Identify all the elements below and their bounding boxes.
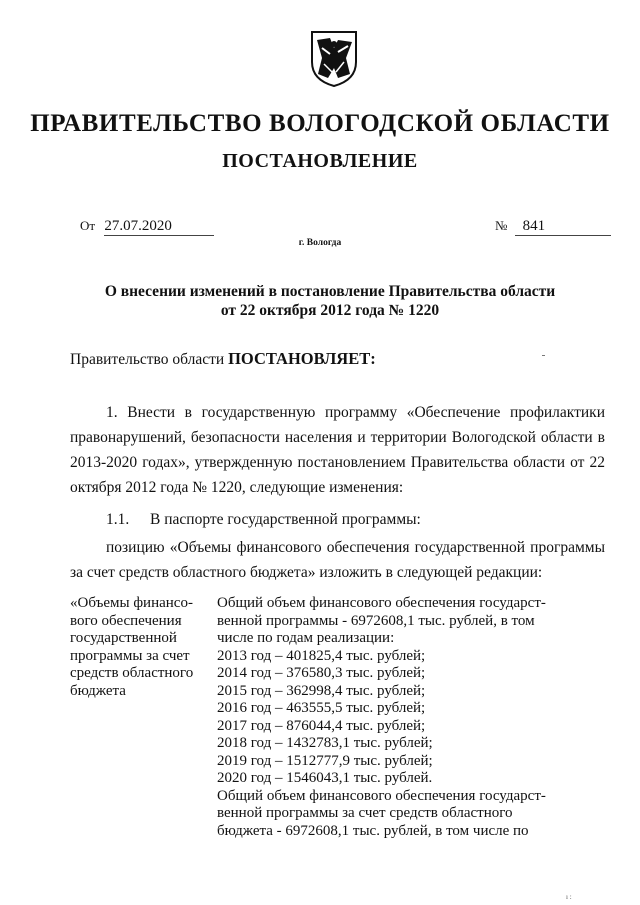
date-value: 27.07.2020 (104, 218, 214, 236)
document-heading (60, 282, 600, 320)
date-prefix: От (80, 218, 96, 233)
table-right-column (217, 595, 592, 840)
left-line: «Объемы финансо- (70, 595, 193, 611)
table-left-column (70, 595, 210, 700)
number-prefix: № (495, 218, 508, 233)
right-line: бюджета - 6972608,1 тыс. рублей, в том числе по (217, 822, 529, 839)
left-line: вого обеспечения (70, 612, 182, 629)
date-field (80, 218, 214, 236)
government-title: ПРАВИТЕЛЬСТВО ВОЛОГОДСКОЙ ОБЛАСТИ (30, 110, 610, 137)
right-line: 2017 год – 876044,4 тыс. рублей; (217, 717, 426, 734)
clause-1-text: 1. Внести в государственную программу «Обеспечение профилактики правонарушений, безопасности населения и территории Вологодской области в 2013-2020 годах», утвержденную постановлением Правительства области от 22 октября 2012 года № 1220, следующие изменения: (70, 404, 605, 496)
coat-of-arms-icon (308, 28, 360, 88)
scan-dot (542, 355, 545, 356)
clause-1-1 (106, 511, 421, 529)
city-label: г. Вологда (298, 238, 342, 248)
right-line: Общий объем финансового обеспечения государст- (217, 787, 546, 804)
number-field (495, 218, 611, 236)
right-line: числе по годам реализации: (217, 630, 395, 646)
right-line: 2015 год – 362998,4 тыс. рублей; (217, 682, 426, 699)
preamble (70, 349, 376, 369)
right-line: венной программы - 6972608,1 тыс. рублей, в том (217, 612, 535, 629)
right-line: 2019 год – 1512777,9 тыс. рублей; (217, 752, 433, 769)
right-line: Общий объем финансового обеспечения государст- (217, 595, 546, 611)
left-line: программы за счет (70, 647, 190, 664)
clause-1 (70, 400, 605, 500)
right-line: венной программы за счет средств областного (217, 805, 513, 821)
right-line: 2018 год – 1432783,1 тыс. рублей; (217, 735, 433, 751)
clause-position-text: позицию «Объемы финансового обеспечения государственной программы за счет средств областного бюджета» изложить в следующей редакции: (70, 539, 605, 581)
heading-line-1: О внесении изменений в постановление Правительства области (104, 283, 556, 300)
clause-position (70, 535, 605, 585)
clause-1-1-number: 1.1. (106, 511, 130, 528)
right-line: 2014 год – 376580,3 тыс. рублей; (217, 665, 426, 681)
preamble-emphasis: ПОСТАНОВЛЯЕТ: (228, 349, 376, 368)
number-value: 841 (515, 218, 611, 236)
right-line: 2016 год – 463555,5 тыс. рублей; (217, 700, 426, 716)
left-line: государственной (70, 630, 177, 646)
left-line: средств областного (70, 665, 194, 681)
left-line: бюджета (70, 682, 126, 699)
right-line: 2020 год – 1546043,1 тыс. рублей. (217, 770, 433, 786)
preamble-text: Правительство области (70, 351, 225, 368)
document-type: ПОСТАНОВЛЕНИЕ (222, 150, 418, 172)
right-line: 2013 год – 401825,4 тыс. рублей; (217, 647, 426, 664)
heading-line-2: от 22 октября 2012 года № 1220 (220, 302, 440, 319)
footer-mark: ı : (566, 893, 572, 901)
clause-1-1-text: В паспорте государственной программы: (150, 511, 421, 528)
